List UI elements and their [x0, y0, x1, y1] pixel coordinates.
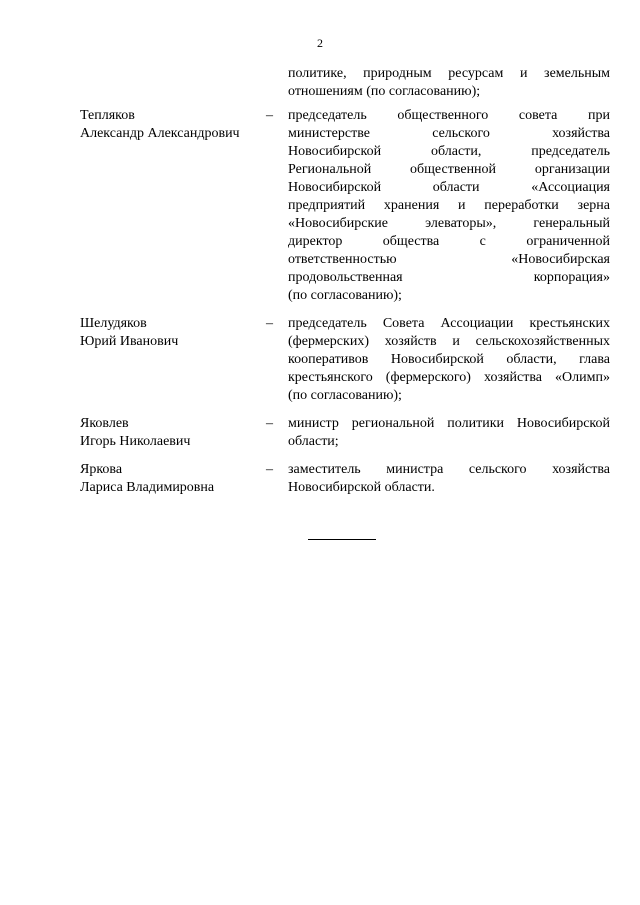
- member-surname: Шелудяков: [80, 316, 147, 331]
- position-line: «Новосибирские элеваторы», генеральный: [288, 216, 610, 231]
- position-line: крестьянского (фермерского) хозяйства «Олимп»: [288, 370, 610, 385]
- position-line: (фермерских) хозяйств и сельскохозяйственных: [288, 334, 610, 349]
- member-position: [288, 461, 610, 497]
- member-position: [288, 415, 610, 451]
- member-list: [0, 107, 640, 507]
- continuation-line: отношениям (по согласованию);: [288, 84, 481, 99]
- member-entry: [0, 315, 640, 405]
- position-line: предприятий хранения и переработки зерна: [288, 198, 610, 213]
- position-line: ответственностью «Новосибирская: [288, 252, 610, 267]
- position-line: Новосибирской области, председатель: [288, 144, 610, 159]
- page-number: 2: [317, 36, 323, 50]
- position-line: министерстве сельского хозяйства: [288, 126, 610, 141]
- continuation-line: политике, природным ресурсам и земельным: [288, 66, 610, 81]
- member-entry: [0, 415, 640, 451]
- position-line: (по согласованию);: [288, 388, 402, 403]
- position-line: Новосибирской области.: [288, 480, 435, 495]
- position-line: министр региональной политики Новосибирской: [288, 416, 610, 431]
- position-line: председатель Совета Ассоциации крестьянских: [288, 316, 610, 331]
- dash-separator: –: [266, 316, 273, 331]
- position-line: кооперативов Новосибирской области, глава: [288, 352, 610, 367]
- member-surname: Тепляков: [80, 108, 135, 123]
- member-name: [80, 415, 270, 451]
- position-line: продовольственная корпорация»: [288, 270, 610, 285]
- end-separator-line: [308, 539, 376, 540]
- member-name: [80, 461, 270, 497]
- member-surname: Яркова: [80, 462, 123, 477]
- member-given-name: Игорь Николаевич: [80, 434, 191, 449]
- member-name: [80, 315, 270, 351]
- member-given-name: Лариса Владимировна: [80, 480, 215, 495]
- member-surname: Яковлев: [80, 416, 129, 431]
- position-line: Региональной общественной организации: [288, 162, 610, 177]
- dash-separator: –: [266, 462, 273, 477]
- position-line: председатель общественного совета при: [288, 108, 610, 123]
- member-given-name: Александр Александрович: [80, 126, 240, 141]
- position-line: области;: [288, 434, 339, 449]
- position-line: заместитель министра сельского хозяйства: [288, 462, 610, 477]
- member-given-name: Юрий Иванович: [80, 334, 179, 349]
- dash-separator: –: [266, 108, 273, 123]
- member-position: [288, 315, 610, 405]
- member-entry: [0, 461, 640, 497]
- position-line: (по согласованию);: [288, 288, 402, 303]
- dash-separator: –: [266, 416, 273, 431]
- member-position: [288, 107, 610, 305]
- continuation-text: [288, 65, 610, 101]
- position-line: Новосибирской области «Ассоциация: [288, 180, 610, 195]
- position-line: директор общества с ограниченной: [288, 234, 610, 249]
- member-name: [80, 107, 270, 143]
- member-entry: [0, 107, 640, 305]
